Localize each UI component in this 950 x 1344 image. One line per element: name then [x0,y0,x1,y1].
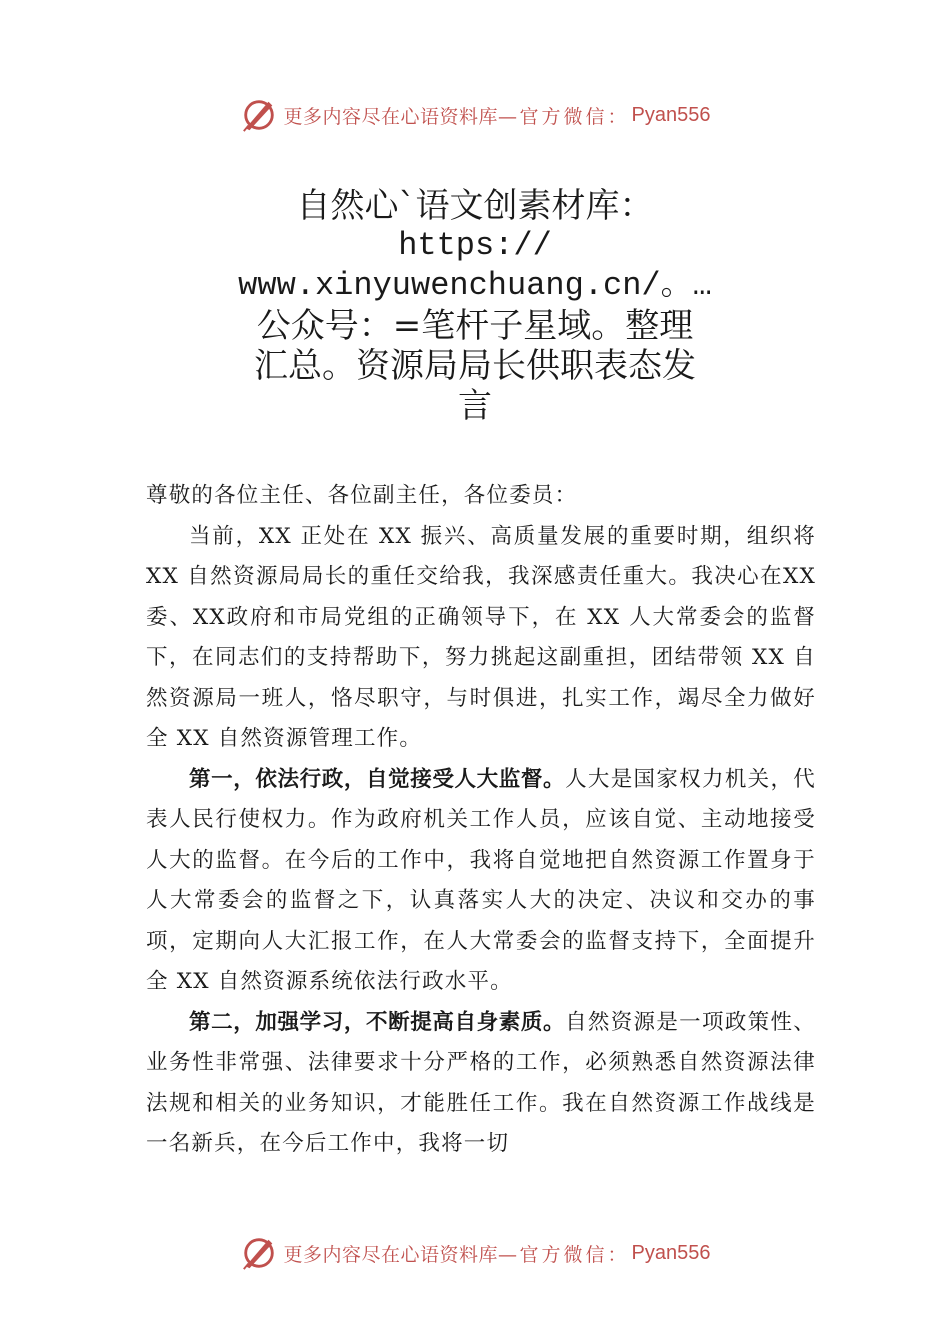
title-line-5: 汇总。资源局局长供职表态发 [254,346,696,386]
document-body [146,476,816,1165]
title-line-3: www.xinyuwenchuang.cn/。… [238,267,712,304]
paragraph-intro: 当前，XX 正处在 XX 振兴、高质量发展的重要时期，组织将 XX 自然资源局局长的重任交给我，我深感责任重大。我决心在XX委、XX政府和市局党组的正确领导下，在 XX 人大常委会的监督下，在同志们的支持帮助下，努力挑起这副重担，团结带领 XX 自然资源局一班人，恪尽职守，与时俱进，扎实工作，竭尽全力做好全 XX 自然资源管理工作。 [146,523,816,751]
footer-wechat-label: 官方微信： [519,1243,630,1266]
paragraph-second-point [146,1003,816,1165]
banner-wechat-label: 官方微信： [519,105,630,128]
document-title [140,186,810,426]
first-point-heading: 第一，依法行政，自觉接受人大监督。 [189,766,566,792]
banner-wechat-id: Pyan556 [631,103,711,126]
title-line-2: https:// [398,227,552,264]
second-point-text: 自然资源是一项政策性、业务性非常强、法律要求十分严格的工作，必须熟悉自然资源法律法规和相关的业务知识，才能胜任工作。我在自然资源工作战线是一名新兵，在今后工作中，我将一切 [146,1009,816,1156]
first-point-text: 人大是国家权力机关，代表人民行使权力。作为政府机关工作人员，应该自觉、主动地接受人大的监督。在今后的工作中，我将自觉地把自然资源工作置身于人大常委会的监督之下，认真落实人大的决定、决议和交办的事项，定期向人大汇报工作，在人大常委会的监督支持下，全面提升全 XX 自然资源系统依法行政水平。 [146,766,816,994]
footer-wechat-id: Pyan556 [631,1241,711,1264]
footer-tagline: 更多内容尽在心语资料库— [283,1243,518,1266]
quill-logo-icon [240,96,278,134]
salutation: 尊敬的各位主任、各位副主任，各位委员： [146,483,578,508]
title-line-6: 言 [458,386,492,426]
banner-tagline: 更多内容尽在心语资料库— [283,105,518,128]
quill-logo-icon [240,1234,278,1272]
second-point-heading: 第二，加强学习，不断提高自身素质。 [189,1009,566,1035]
paragraph-first-point [146,760,816,1003]
title-line-4: 公众号：=笔杆子星域。整理 [256,306,694,346]
footer-banner [0,1233,950,1273]
header-banner [0,95,950,135]
title-line-1: 自然心`语文创素材库： [296,186,654,226]
